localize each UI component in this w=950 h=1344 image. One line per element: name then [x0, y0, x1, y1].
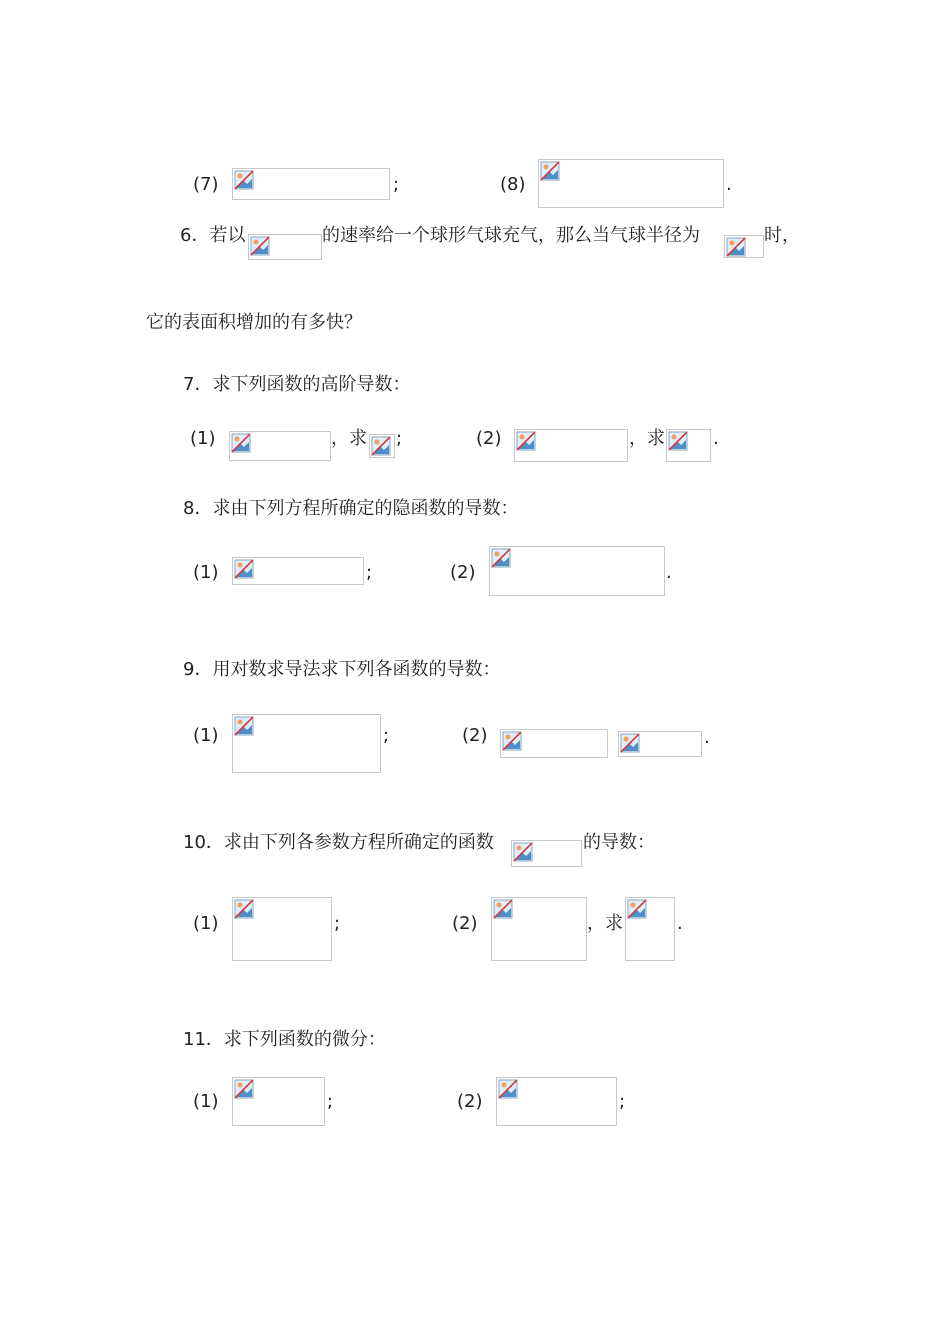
ask-text: ，求 — [331, 428, 367, 449]
problem-text: 的速率给一个球形气球充气，那么当气球半径为 — [322, 225, 700, 246]
item-label: (1) — [193, 1091, 219, 1112]
problem-text: 时， — [764, 225, 800, 246]
item-label: (7) — [193, 174, 219, 195]
formula-image — [538, 159, 724, 208]
formula-image — [625, 897, 675, 961]
problem-text: 6．若以 — [180, 225, 246, 246]
problem-heading: 7．求下列函数的高阶导数： — [183, 374, 411, 395]
broken-image-icon — [498, 1079, 518, 1099]
broken-image-icon — [371, 436, 391, 456]
broken-image-icon — [493, 899, 513, 919]
item-label: (1) — [190, 428, 216, 449]
formula-image — [232, 1077, 325, 1126]
broken-image-icon — [234, 1079, 254, 1099]
broken-image-icon — [234, 559, 254, 579]
item-label: (2) — [476, 428, 502, 449]
broken-image-icon — [540, 161, 560, 181]
period: . — [677, 913, 683, 934]
problem-heading: 9．用对数求导法求下列各函数的导数： — [183, 659, 501, 680]
broken-image-icon — [234, 716, 254, 736]
period: . — [666, 562, 672, 583]
period: . — [704, 727, 710, 748]
formula-image — [232, 168, 390, 200]
separator: ; — [619, 1091, 626, 1112]
ask-text: ，求 — [587, 913, 623, 934]
item-label: (8) — [500, 174, 526, 195]
broken-image-icon — [513, 842, 533, 862]
formula-image — [500, 729, 608, 758]
separator: ; — [334, 913, 341, 934]
item-label: (1) — [193, 913, 219, 934]
formula-image — [232, 557, 364, 585]
problem-heading: 11．求下列函数的微分： — [183, 1029, 386, 1050]
formula-image — [229, 431, 331, 461]
formula-image — [496, 1077, 617, 1126]
broken-image-icon — [620, 733, 640, 753]
formula-image — [514, 429, 628, 462]
formula-image — [724, 235, 764, 258]
item-label: (2) — [462, 725, 488, 746]
broken-image-icon — [516, 431, 536, 451]
broken-image-icon — [234, 170, 254, 190]
item-label: (2) — [452, 913, 478, 934]
broken-image-icon — [726, 237, 746, 257]
formula-image — [489, 546, 665, 596]
broken-image-icon — [627, 899, 647, 919]
formula-image — [232, 714, 381, 773]
broken-image-icon — [502, 731, 522, 751]
item-label: (1) — [193, 562, 219, 583]
broken-image-icon — [234, 899, 254, 919]
item-label: (2) — [457, 1091, 483, 1112]
broken-image-icon — [491, 548, 511, 568]
formula-image — [666, 429, 711, 462]
separator: ; — [327, 1091, 334, 1112]
separator: ; — [383, 725, 390, 746]
formula-image — [618, 731, 702, 757]
separator: ; — [396, 428, 403, 449]
period: . — [713, 428, 719, 449]
separator: ; — [366, 562, 373, 583]
problem-heading: 10．求由下列各参数方程所确定的函数 — [183, 832, 494, 853]
period: . — [726, 174, 732, 195]
formula-image — [511, 840, 582, 867]
problem-text: 它的表面积增加的有多快？ — [146, 312, 362, 333]
item-label: (1) — [193, 725, 219, 746]
separator: ; — [393, 174, 400, 195]
ask-text: ，求 — [629, 428, 665, 449]
formula-image — [248, 234, 322, 260]
problem-heading: 8．求由下列方程所确定的隐函数的导数： — [183, 498, 519, 519]
problem-heading: 的导数： — [583, 832, 655, 853]
broken-image-icon — [668, 431, 688, 451]
broken-image-icon — [231, 433, 251, 453]
formula-image — [491, 897, 587, 961]
formula-image — [369, 434, 395, 458]
item-label: (2) — [450, 562, 476, 583]
broken-image-icon — [250, 236, 270, 256]
formula-image — [232, 897, 332, 961]
